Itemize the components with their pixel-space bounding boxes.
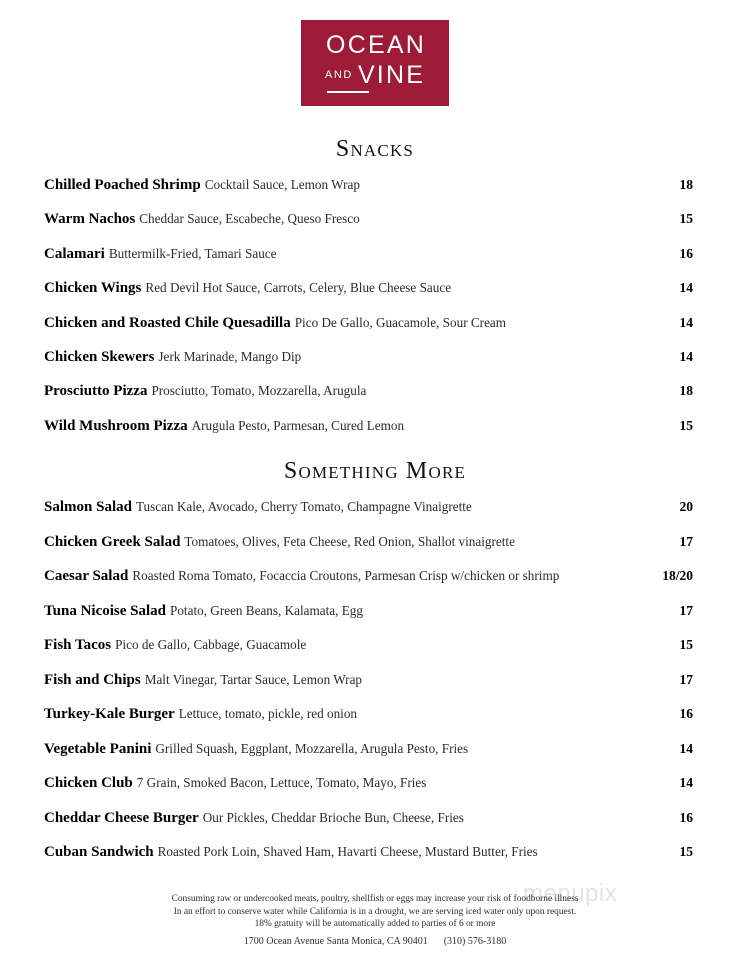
- menu-item-description: Lettuce, tomato, pickle, red onion: [178, 706, 358, 721]
- menu-item-row: [44, 809, 693, 844]
- menu-item-name: Fish Tacos: [44, 637, 112, 653]
- menu-item-name: Chicken Greek Salad: [44, 533, 181, 550]
- menu-item-name: Chicken Club: [44, 775, 133, 791]
- menu-item-main: [44, 636, 635, 654]
- menu-item-name: Chicken and Roasted Chile Quesadilla: [44, 314, 291, 331]
- menu-item-description: Pico De Gallo, Guacamole, Sour Cream: [294, 314, 507, 330]
- menu-item-description: Cocktail Sauce, Lemon Wrap: [204, 177, 360, 192]
- menu-item-main: [44, 533, 635, 551]
- menu-item-price: 15: [679, 637, 693, 652]
- menu-item-price: 15: [679, 417, 693, 433]
- menu-item-description: 7 Grain, Smoked Bacon, Lettuce, Tomato, Mayo, Fries: [136, 775, 427, 790]
- logo-word-ocean: OCEAN: [326, 31, 426, 60]
- menu-item-price: 20: [679, 499, 693, 514]
- menu-item-name: Salmon Salad: [44, 499, 132, 515]
- menu-item-description: Cheddar Sauce, Escabeche, Queso Fresco: [139, 211, 360, 227]
- menu-item-row: [44, 417, 693, 451]
- menu-item-row: [44, 636, 693, 671]
- menu-item-main: [44, 417, 635, 435]
- menu-item-description: Pico de Gallo, Cabbage, Guacamole: [115, 637, 307, 652]
- footer-disclaimer-line-3: 18% gratuity will be automatically added to parties of 6 or more: [254, 919, 496, 929]
- footer-address-line: [0, 936, 750, 947]
- menu-item-row: [44, 279, 693, 313]
- menu-item-name: Wild Mushroom Pizza: [44, 417, 188, 434]
- menu-item-row: [44, 671, 693, 706]
- menu-item-main: [44, 567, 635, 585]
- menu-item-main: [44, 314, 635, 332]
- menu-item-main: [44, 245, 635, 263]
- menu-item-main: [44, 176, 635, 194]
- menu-item-name: Chicken Skewers: [44, 348, 155, 365]
- menu-item-description: Arugula Pesto, Parmesan, Cured Lemon: [191, 417, 405, 433]
- menu-item-main: [44, 671, 635, 689]
- menu-item-row: [44, 843, 693, 878]
- menu-item-price: 16: [679, 809, 693, 825]
- menu-item-main: [44, 774, 635, 792]
- footer-disclaimers: [0, 893, 750, 931]
- menu-item-description: Malt Vinegar, Tartar Sauce, Lemon Wrap: [144, 671, 363, 687]
- menu-item-price: 16: [679, 245, 693, 261]
- menu-item-row: [44, 382, 693, 416]
- menu-item-price: 17: [679, 533, 693, 549]
- menu-item-main: [44, 498, 635, 516]
- menupix-watermark: menupix: [523, 880, 618, 907]
- menu-item-name: Turkey-Kale Burger: [44, 706, 175, 722]
- menu-item-name: Caesar Salad: [44, 568, 129, 584]
- menu-item-row: [44, 210, 693, 244]
- menu-section-something-more: [44, 498, 693, 878]
- menu-item-name: Calamari: [44, 245, 105, 262]
- menu-item-price: 14: [679, 775, 693, 790]
- menu-item-description: Tomatoes, Olives, Feta Cheese, Red Onion, Shallot vinaigrette: [184, 533, 515, 549]
- menu-item-row: [44, 705, 693, 740]
- footer-disclaimer-line-1: Consuming raw or undercooked meats, poultry, shellfish or eggs may increase your risk of foodborne illness: [171, 894, 579, 904]
- menu-item-main: [44, 382, 635, 400]
- menu-item-row: [44, 314, 693, 348]
- logo-word-and: AND: [324, 69, 353, 82]
- section-heading-something-more: Something More: [283, 458, 467, 484]
- menu-item-price: 18: [679, 177, 693, 192]
- menu-item-name: Cheddar Cheese Burger: [44, 809, 199, 826]
- menu-item-main: [44, 705, 635, 723]
- menu-item-name: Chicken Wings: [44, 280, 142, 297]
- menu-item-name: Warm Nachos: [44, 211, 136, 228]
- menu-item-price: 14: [679, 348, 693, 364]
- menu-item-description: Roasted Roma Tomato, Focaccia Croutons, Parmesan Crisp w/chicken or shrimp: [132, 568, 560, 583]
- menu-item-name: Cuban Sandwich: [44, 844, 154, 860]
- footer-disclaimer-line-2: In an effort to conserve water while California is in a drought, we are serving iced water only upon request.: [173, 906, 577, 917]
- menu-item-main: [44, 809, 635, 827]
- menu-item-main: [44, 210, 635, 228]
- phone-number: (310) 576-3180: [443, 936, 507, 947]
- menu-item-main: [44, 602, 635, 620]
- menu-item-name: Chilled Poached Shrimp: [44, 177, 201, 193]
- menu-item-description: Roasted Pork Loin, Shaved Ham, Havarti Cheese, Mustard Butter, Fries: [157, 844, 538, 859]
- menu-item-price: 17: [679, 602, 693, 618]
- menu-item-row: [44, 740, 693, 775]
- restaurant-logo: [301, 20, 449, 106]
- menu-item-name: Fish and Chips: [44, 671, 141, 688]
- logo-underline-rule: [327, 91, 369, 93]
- menu-item-row: [44, 348, 693, 382]
- menu-item-price: 16: [679, 706, 693, 721]
- menu-item-row: [44, 176, 693, 210]
- section-heading-snacks: Snacks: [335, 136, 415, 162]
- menu-item-description: Red Devil Hot Sauce, Carrots, Celery, Blue Cheese Sauce: [145, 280, 452, 296]
- address-text: 1700 Ocean Avenue Santa Monica, CA 90401: [243, 936, 428, 947]
- menu-item-description: Potato, Green Beans, Kalamata, Egg: [170, 602, 363, 618]
- menu-item-main: [44, 348, 635, 366]
- menu-item-price: 14: [679, 314, 693, 330]
- menu-item-main: [44, 740, 635, 758]
- menu-item-row: [44, 498, 693, 533]
- logo-word-vine: VINE: [357, 61, 426, 90]
- menu-section-snacks: [44, 176, 693, 451]
- menu-item-row: [44, 602, 693, 637]
- menu-item-description: Prosciutto, Tomato, Mozzarella, Arugula: [151, 383, 367, 399]
- menu-item-price: 17: [679, 671, 693, 687]
- menu-item-price: 18/20: [662, 568, 693, 583]
- logo-second-row: [325, 63, 425, 88]
- menu-item-price: 14: [679, 280, 693, 296]
- menu-item-row: [44, 245, 693, 279]
- menu-item-main: [44, 279, 635, 297]
- menu-item-row: [44, 533, 693, 568]
- menu-item-description: Our Pickles, Cheddar Brioche Bun, Cheese, Fries: [202, 809, 464, 825]
- menu-item-name: Prosciutto Pizza: [44, 383, 148, 400]
- menu-item-price: 15: [679, 211, 693, 227]
- menu-item-name: Tuna Nicoise Salad: [44, 602, 166, 619]
- menu-item-description: Jerk Marinade, Mango Dip: [158, 348, 302, 364]
- menu-item-description: Grilled Squash, Eggplant, Mozzarella, Arugula Pesto, Fries: [155, 740, 469, 756]
- logo-box: [301, 20, 449, 106]
- menu-item-main: [44, 843, 635, 861]
- menu-item-name: Vegetable Panini: [44, 740, 152, 757]
- menu-item-row: [44, 774, 693, 809]
- menu-item-price: 14: [679, 740, 693, 756]
- menu-item-price: 18: [679, 383, 693, 399]
- menu-item-description: Tuscan Kale, Avocado, Cherry Tomato, Champagne Vinaigrette: [135, 499, 472, 514]
- menu-item-row: [44, 567, 693, 602]
- menu-item-price: 15: [679, 844, 693, 859]
- menu-item-description: Buttermilk-Fried, Tamari Sauce: [108, 245, 277, 261]
